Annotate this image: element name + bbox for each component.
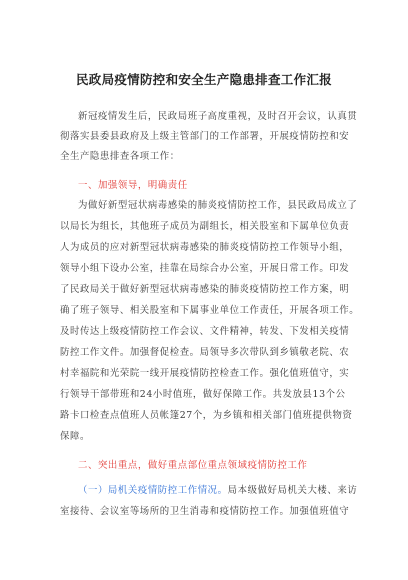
subsection-heading: （一）局机关疫情防控工作情况。 [78, 485, 228, 496]
subsection-line [78, 484, 357, 498]
paragraph-line: 防控工作文件。加强督促检查。局领导多次带队到乡镇敬老院、农 [60, 347, 350, 358]
intro-line: 全生产隐患排查各项工作： [60, 151, 180, 162]
paragraph-line: 为做好新型冠状病毒感染的肺炎疫情防控工作，县民政局成立了 [78, 200, 358, 211]
subsection-text: 局本级做好局机关大楼、来访 [227, 485, 358, 496]
paragraph-line: 人为成员的应对新型冠状病毒感染的肺炎疫情防控工作领导小组， [60, 242, 350, 253]
paragraph-line: 及时传达上级疫情防控工作会议、文件精神，转发、下发相关疫情 [60, 326, 350, 337]
intro-line: 新冠疫情发生后，民政局班子高度重视，及时召开会议，认真贯 [78, 111, 358, 122]
intro-line: 彻落实县委县政府及上级主管部门的工作部署，开展疫情防控和安 [60, 131, 350, 142]
paragraph-line: 村幸福院和光荣院一线开展疫情防控检查工作。强化值班值守，实 [60, 368, 350, 379]
paragraph-line: 以局长为组长，其他班子成员为副组长，相关股室和下属单位负责 [60, 221, 350, 232]
section-heading-1: 一、加强领导，明确责任 [78, 180, 188, 191]
paragraph-line: 确了班子领导、相关股室和下属事业单位工作责任，开展各项工作。 [60, 305, 360, 316]
paragraph-line: 了民政局关于做好新型冠状病毒感染的肺炎疫情防控工作方案，明 [60, 284, 350, 295]
paragraph-line: 行领导干部带班和24小时值班，做好保障工作。共发放县13个公 [60, 389, 346, 400]
paragraph-line: 室接待、会议室等场所的卫生消毒和疫情防控工作。加强值班值守 [60, 506, 350, 517]
paragraph-line: 保障。 [60, 431, 90, 442]
document-title: 民政局疫情防控和安全生产隐患排查工作汇报 [75, 72, 332, 87]
paragraph-line: 路卡口检查点值班人员帐篷27个，为乡镇和相关部门值班提供物资 [60, 410, 353, 421]
section-heading-2: 二、突出重点，做好重点部位重点领域疫情防控工作 [78, 460, 308, 471]
paragraph-line: 领导小组下设办公室，挂靠在局综合办公室，开展日常工作。印发 [60, 263, 350, 274]
